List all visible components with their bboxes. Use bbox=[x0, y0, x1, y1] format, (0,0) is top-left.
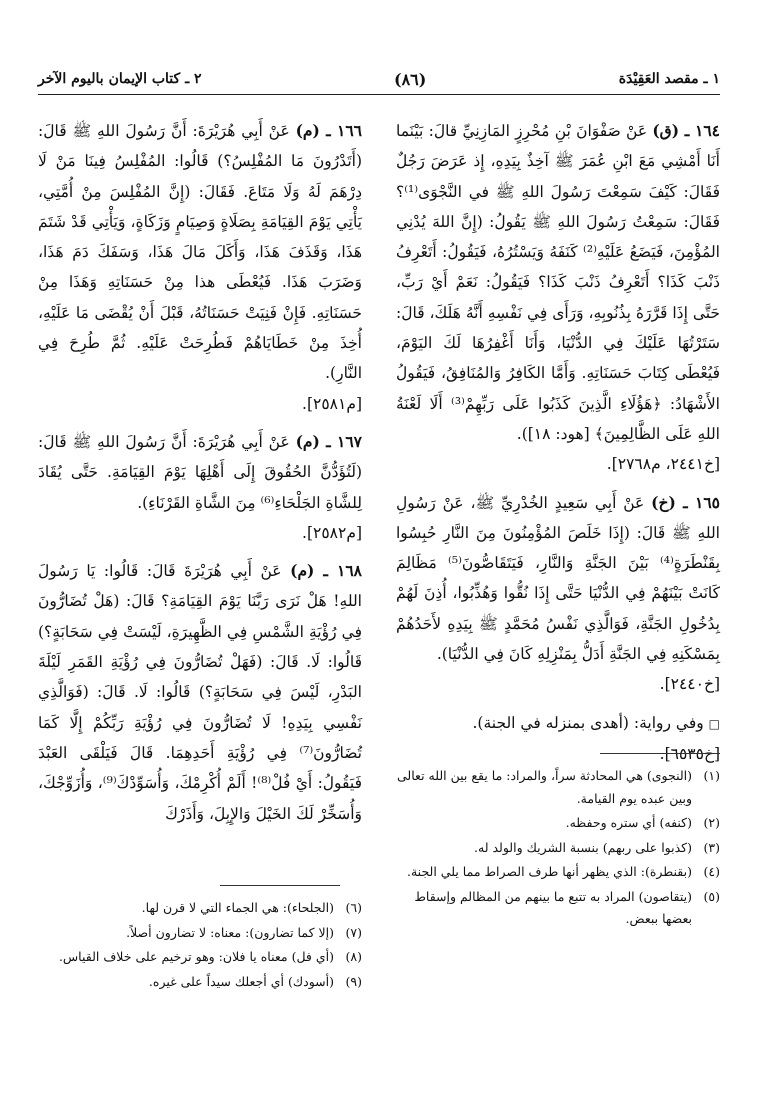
footnote-number: (٨) bbox=[345, 949, 362, 964]
footnote bbox=[396, 765, 720, 810]
footnote-rule bbox=[220, 885, 340, 886]
hadith-number: ١٦٧ ـ (م) bbox=[295, 431, 362, 451]
left-footnotes bbox=[38, 897, 362, 995]
hadith-number: ١٦٦ ـ (م) bbox=[295, 121, 362, 140]
footnote bbox=[38, 971, 362, 994]
footnote-number: (٢) bbox=[703, 815, 720, 830]
hadith-text: عَنْ أَبِي هُرَيْرَةَ: أَنَّ رَسُولَ اللهِ ﷺ قَالَ: (أَتَدْرُونَ مَا المُفْلِسُ؟) قَالُوا: المُفْلِسُ فِينَا مَنْ لَا دِرْهَمَ لَهُ وَلَا مَتَاعَ. فَقَالَ: (إِنَّ المُفْلِسَ مِنْ أُمَّتِي، يَأْتِي يَوْمَ القِيَامَةِ بِصَلَاةٍ وَصِيَامٍ وَزَكَاةٍ، وَيَأْتِي قَدْ شَتَمَ هَذَا، وَقَذَفَ هَذَا، وَأَكَلَ مَالَ هَذَا، وَسَفَكَ دَمَ هَذَا، وَضَرَبَ هَذَا. فَيُعْطَى هذا مِنْ حَسَنَاتِهِ وَهَذَا مِنْ حَسَنَاتِهِ. فَإِنْ فَنِيَتْ حَسَنَاتُهُ، قَبْلَ أَنْ يُقْضَى مَا عَلَيْهِ، أُخِذَ مِنْ خَطَايَاهُمْ فَطُرِحَتْ عَلَيْهِ. ثُمَّ طُرِحَ فِي النَّارِ). bbox=[38, 122, 362, 383]
hadith-166 bbox=[38, 116, 362, 419]
hadith-reference: [م٢٥٨٢]. bbox=[302, 523, 362, 542]
footnote-number: (٦) bbox=[345, 900, 362, 915]
chapter-title: ٢ ـ كتاب الإيمان باليوم الآخر bbox=[38, 71, 202, 87]
hadith-text: عَنْ أَبِي هُرَيْرَةَ قَالَ: قَالُوا: يَا رَسُولَ اللهِ! هَلْ نَرَى رَبَّنَا يَوْمَ القِيَامَةِ؟ قَالَ: (هَلْ تُضَارُّونَ فِي رُؤْيَةِ الشَّمْسِ فِي الظَّهِيرَةِ، لَيْسَتْ فِي سَحَابَةٍ؟) قَالُوا: لَا. قَالَ: (فَهَلْ تُضَارُّونَ فِي رُؤْيَةِ القَمَرِ لَيْلَةَ البَدْرِ، لَيْسَ فِي سَحَابَةٍ؟) قَالُوا: لَا. قَالَ: (فَوَالَّذِي نَفْسِي بِيَدِهِ! لَا تُضَارُّونَ فِي رُؤْيَةِ رَبِّكُمْ إِلَّا كَمَا تُضَارُّونَ⁽⁷⁾ فِي رُؤْيَةِ أَحَدِهِمَا. قَالَ فَيَلْقَى العَبْدَ فَيَقُولُ: أَيْ فُلْ⁽⁸⁾! أَلَمْ أُكْرِمْكَ، وَأُسَوِّدْكَ⁽⁹⁾، وَأُزَوِّجْكَ، وَأُسَخِّرْ لَكَ الخَيْلَ وَالإِبِلَ، وَأَذَرْكَ bbox=[38, 562, 362, 823]
variant-reference: [خ٦٥٣٥]. bbox=[659, 744, 720, 763]
square-bullet-icon: □ bbox=[708, 716, 720, 731]
footnote-number: (٩) bbox=[345, 973, 362, 989]
hadith-168 bbox=[38, 556, 362, 829]
footnote bbox=[38, 897, 362, 920]
hadith-text: عَنْ صَفْوَانَ بْنِ مُحْرِزٍ المَازِنِيِّ قالَ: بَيْنَما أَنَا أَمْشِي مَعَ ابْنِ عُمَرَ ﷺ آخِذٌ بِيَدِهِ، إِذ عَرَضَ رَجُلٌ فَقَالَ: كَيْفَ سَمِعْتَ رَسُولَ اللهِ ﷺ في النَّجْوَى⁽¹⁾؟ فَقَالَ: سَمِعْتُ رَسُولَ اللهِ ﷺ يَقُولُ: (إِنَّ اللهَ يُدْنِي المُؤْمِنَ، فَيَضَعُ عَلَيْهِ⁽²⁾ كَنَفَهُ وَيَسْتُرُهُ، فَيَقُولُ: أَتَعْرِفُ ذَنْبَ كَذَا؟ أَتَعْرِفُ ذَنْبَ كَذَا؟ فَيَقُولُ: نَعَمْ أَيْ رَبِّ، حَتَّى إِذَا قَرَّرَهُ بِذُنُوبِهِ، وَرَأَى فِي نَفْسِهِ أَنَّهُ هَلَكَ، قَالَ: سَتَرْتُهَا عَلَيْكَ فِي الدُّنْيَا، وَأَنَا أَغْفِرُهَا لَكَ اليَوْمَ، فَيُعْطَى كِتَابَ حَسَنَاتِهِ. وَأَمَّا الكَافِرُ وَالمُنَافِقُ، فَيَقُولُ الأَشْهَادُ: ﴿هَؤُلَاءِ الَّذِينَ كَذَبُوا عَلَى رَبِّهِمْ⁽³⁾ أَلَا لَعْنَةُ اللهِ عَلَى الظَّالِمِينَ﴾ [هود: ١٨]). bbox=[396, 122, 720, 443]
running-header bbox=[38, 64, 720, 94]
footnote-text: (كذبوا على ربهم) بنسبة الشريك والولد له. bbox=[474, 839, 692, 855]
footnote-number: (٤) bbox=[703, 864, 720, 879]
footnote-number: (٧) bbox=[345, 924, 362, 940]
footnote-text: (النجوى) هي المحادثة سراً، والمراد: ما يقع بين الله تعالى وبين عبده يوم القيامة. bbox=[397, 768, 692, 806]
footnote-number: (٣) bbox=[703, 839, 720, 855]
footnote bbox=[396, 812, 720, 835]
hadith-164 bbox=[396, 116, 720, 480]
footnote bbox=[396, 886, 720, 931]
footnote-number: (١) bbox=[703, 768, 720, 783]
right-footnotes bbox=[396, 765, 720, 933]
footnote-text: (إلا كما تضارون): معناه: لا تضارون أصلاً. bbox=[126, 924, 334, 940]
hadith-text: عَنْ أَبِي هُرَيْرَةَ: أَنَّ رَسُولَ اللهِ ﷺ قَالَ: (لَتُؤَدُّنَّ الحُقُوقَ إِلَى أَهْلِهَا يَوْمَ القِيَامَةِ. حَتَّى يُقَادَ لِلشَّاةِ الجَلْحَاءِ⁽⁶⁾ مِنَ الشَّاةِ القَرْنَاءِ). bbox=[38, 432, 362, 512]
hadith-165 bbox=[396, 488, 720, 700]
page-number: (٨٦) bbox=[394, 69, 427, 89]
footnote bbox=[38, 946, 362, 969]
hadith-167 bbox=[38, 427, 362, 548]
hadith-reference: [خ٢٤٤٠]. bbox=[659, 675, 720, 694]
footnote-text: (الجلحاء): هي الجماء التي لا قرن لها. bbox=[141, 900, 334, 915]
variant-text: وفي رواية: (أهدى بمنزله في الجنة). bbox=[472, 713, 704, 732]
header-rule bbox=[38, 94, 720, 95]
footnote bbox=[38, 922, 362, 945]
hadith-number: ١٦٤ ـ (ق) bbox=[652, 121, 720, 140]
hadith-number: ١٦٥ ـ (خ) bbox=[651, 492, 720, 512]
section-title: ١ ـ مقصد العَقِيْدَة bbox=[618, 71, 720, 87]
footnote-text: (بقنطرة): الذي يظهر أنها طرف الصراط مما يلي الجنة. bbox=[407, 864, 692, 879]
hadith-reference: [م٢٥٨١]. bbox=[302, 394, 362, 413]
hadith-reference: [خ٢٤٤١، م٢٧٦٨]. bbox=[606, 455, 720, 474]
left-column bbox=[38, 116, 362, 837]
footnote-text: (يتقاصون) المراد به تتبع ما بينهم من المظالم وإسقاط بعضها ببعض. bbox=[414, 888, 692, 926]
footnote-number: (٥) bbox=[703, 888, 720, 904]
hadith-text: عَنْ أَبِي سَعِيدٍ الخُدْرِيِّ ﷺ، عَنْ رَسُولِ اللهِ ﷺ قَالَ: (إِذَا خَلَصَ المُؤْمِنُونَ مِنَ النَّارِ حُبِسُوا بِقَنْطَرَةٍ⁽⁴⁾ بَيْنَ الجَنَّةِ وَالنَّارِ، فَيَتَقَاصُّونَ⁽⁵⁾ مَظَالِمَ كَانَتْ بَيْنَهُمْ فِي الدُّنْيَا حَتَّى إِذَا نُقُّوا وَهُذِّبُوا، أُذِنَ لَهُمْ بِدُخُولِ الجَنَّةِ، فَوَالَّذِي نَفْسُ مُحَمَّدٍ ﷺ بِيَدِهِ لأَحَدُهُمْ بِمَسْكَنِهِ فِي الجَنَّةِ أَدَلُّ بِمَنْزِلِهِ كَانَ فِي الدُّنْيَا). bbox=[396, 493, 721, 664]
footnote-text: (أي فل) معناه يا فلان: وهو ترخيم على خلاف القياس. bbox=[58, 949, 334, 964]
footnote-text: (أسودك) أي أجعلك سيداً على غيره. bbox=[148, 973, 334, 989]
hadith-variant bbox=[396, 708, 720, 770]
right-column bbox=[396, 116, 720, 777]
footnote bbox=[396, 861, 720, 884]
footnote-rule bbox=[600, 753, 720, 754]
footnote-text: (كنفه) أي ستره وحفظه. bbox=[565, 815, 692, 830]
footnote bbox=[396, 837, 720, 860]
hadith-number: ١٦٨ ـ (م) bbox=[290, 561, 362, 581]
